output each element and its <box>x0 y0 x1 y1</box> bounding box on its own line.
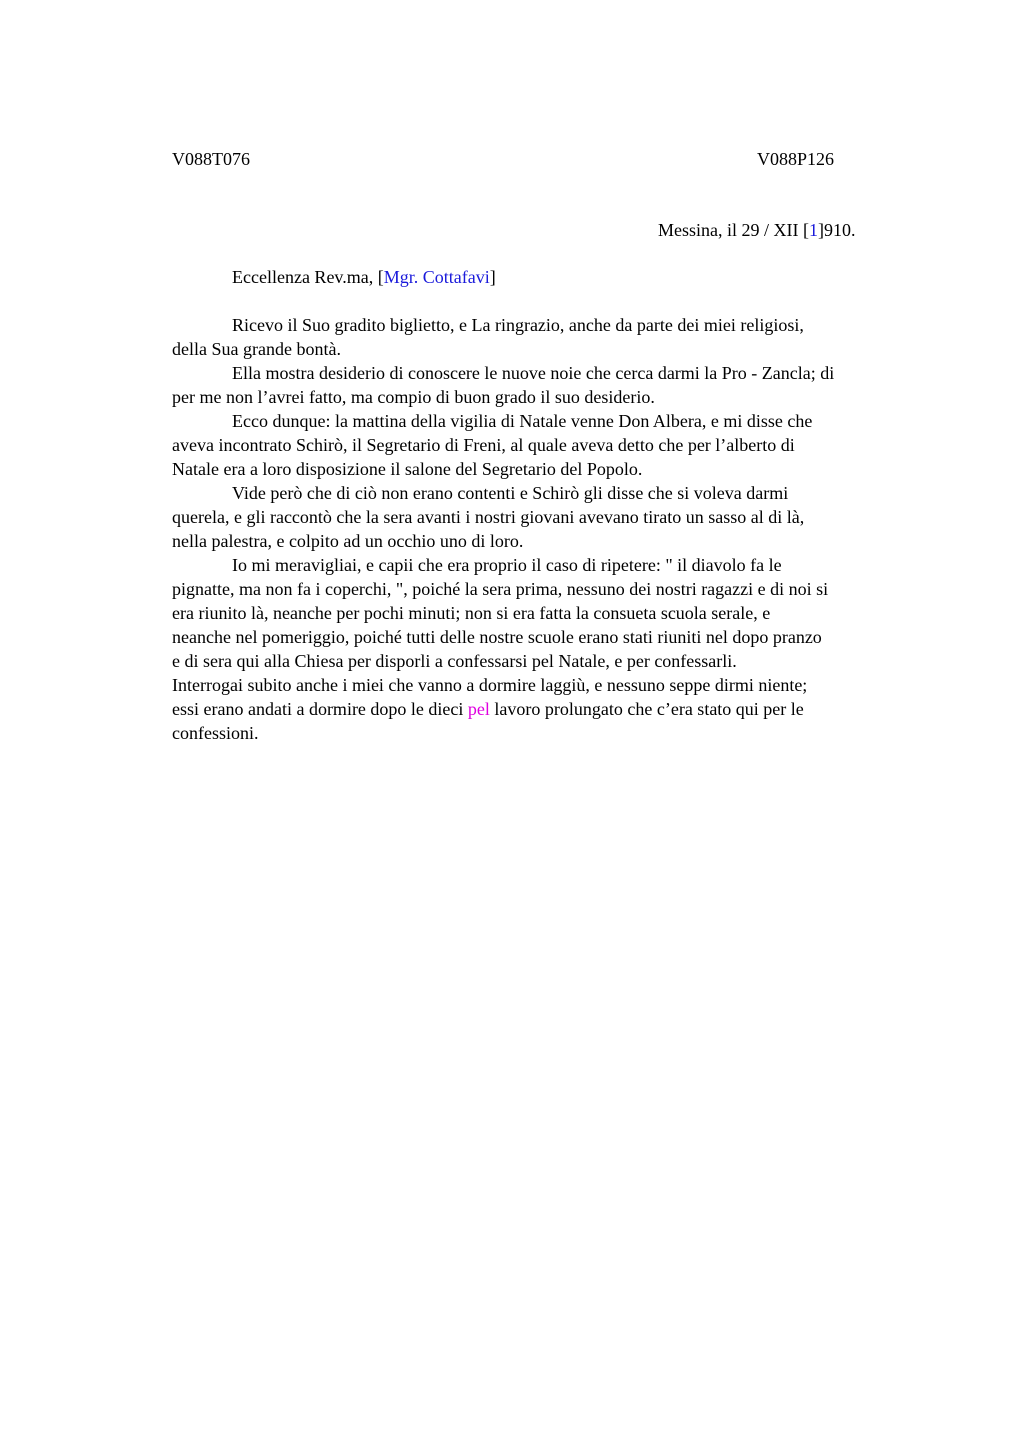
body-line: aveva incontrato Schirò, il Segretario di Freni, al quale aveva detto che per l’alberto di <box>172 435 795 455</box>
body-line: Ecco dunque: la mattina della vigilia di Natale venne Don Albera, e mi disse che <box>232 411 813 431</box>
body-text-segment: essi erano andati a dormire dopo le dieci <box>172 699 468 719</box>
body-line: era riunito là, neanche per pochi minuti; non si era fatta la consueta scuola serale, e <box>172 603 771 623</box>
date-editorial-note: 1 <box>808 220 818 240</box>
document-code-right: V088P126 <box>757 149 835 169</box>
highlighted-word: pel <box>467 699 490 719</box>
salutation-editorial-note: Mgr. Cottafavi <box>383 267 490 287</box>
body-line: Natale era a loro disposizione il salone del Segretario del Popolo. <box>172 459 643 479</box>
body-line: della Sua grande bontà. <box>172 339 341 359</box>
body-text-segment: lavoro prolungato che c’era stato qui per le <box>489 699 804 719</box>
body-line: Vide però che di ciò non erano contenti e Schirò gli disse che si voleva darmi <box>232 483 789 503</box>
letter-date <box>658 219 855 241</box>
body-line: Ella mostra desiderio di conoscere le nuove noie che cerca darmi la Pro - Zancla; di <box>232 363 835 383</box>
salutation-prefix: Eccellenza Rev.ma, [ <box>232 267 384 287</box>
letter-body <box>172 313 932 745</box>
body-line: Ricevo il Suo gradito biglietto, e La ringrazio, anche da parte dei miei religiosi, <box>232 315 804 335</box>
body-line: per me non l’avrei fatto, ma compio di buon grado il suo desiderio. <box>172 387 655 407</box>
body-line: querela, e gli raccontò che la sera avanti i nostri giovani avevano tirato un sasso al di là, <box>172 507 805 527</box>
body-line: e di sera qui alla Chiesa per disporli a confessarsi pel Natale, e per confessarli. <box>172 651 737 671</box>
body-line: Io mi meravigliai, e capii che era proprio il caso di ripetere: " il diavolo fa le <box>232 555 782 575</box>
date-suffix: ]910. <box>817 220 856 240</box>
body-line: pignatte, ma non fa i coperchi, ", poiché la sera prima, nessuno dei nostri ragazzi e di noi si <box>172 579 829 599</box>
body-line: neanche nel pomeriggio, poiché tutti delle nostre scuole erano stati riuniti nel dopo pranzo <box>172 627 822 647</box>
body-line: nella palestra, e colpito ad un occhio uno di loro. <box>172 531 524 551</box>
salutation-suffix: ] <box>489 267 496 287</box>
date-prefix: Messina, il 29 / XII [ <box>658 220 809 240</box>
body-line: confessioni. <box>172 723 259 743</box>
letter-salutation <box>232 266 496 288</box>
document-code-left: V088T076 <box>172 149 250 169</box>
body-line: Interrogai subito anche i miei che vanno a dormire laggiù, e nessuno seppe dirmi niente; <box>172 675 808 695</box>
body-line <box>172 697 932 721</box>
